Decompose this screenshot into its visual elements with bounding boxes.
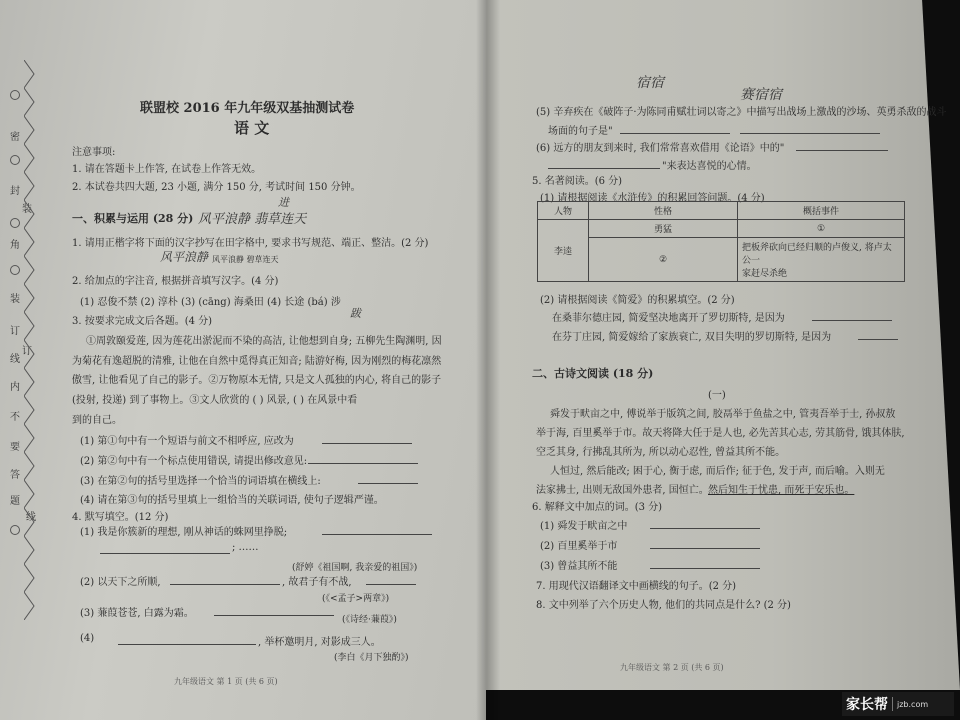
question-item: (1) 舜发于畎亩之中: [540, 521, 628, 532]
question-continued: , 故君子有不战,: [282, 577, 352, 588]
table-row: [538, 220, 905, 238]
subsection-heading: (一): [708, 390, 726, 401]
question-continued: , 举杯邀明月, 对影成三人。: [258, 637, 381, 648]
handwritten-note: 宿宿: [636, 75, 664, 91]
binding-hole-icon: [10, 90, 20, 100]
question-continued: 在芬丁庄园, 简爱嫁给了家族衰亡, 双目失明的罗切斯特, 是因为: [552, 332, 832, 343]
passage-line: 法家拂士, 出则无敌国外患者, 国恒亡。: [536, 485, 709, 496]
page-fold: [476, 0, 500, 720]
passage-line: 人恒过, 然后能改; 困于心, 衡于虑, 而后作; 征于色, 发于声, 而后喻。入则无: [550, 466, 885, 477]
table-cell[interactable]: ①: [738, 220, 905, 238]
watermark-divider: [892, 697, 893, 711]
handwritten-answer: 风平浪静: [160, 250, 209, 264]
answer-blank[interactable]: [858, 339, 898, 340]
notice-item: 1. 请在答题卡上作答, 在试卷上作答无效。: [72, 164, 262, 175]
binding-char: 题: [10, 496, 20, 507]
answer-blank[interactable]: [366, 584, 416, 585]
question-continued: "来表达喜悦的心情。: [662, 161, 757, 172]
question: 6. 解释文中加点的词。(3 分): [532, 502, 663, 513]
question-continued: 在桑菲尔德庄园, 简爱坚决地离开了罗切斯特, 是因为: [552, 313, 785, 324]
passage-line: 舜发于畎亩之中, 傅说举于版筑之间, 胶鬲举于鱼盐之中, 管夷吾举于士, 孙叔敖: [550, 409, 896, 420]
table-header: 性格: [589, 202, 738, 220]
sample-characters: 风平浪静 碧草连天: [212, 255, 279, 264]
binding-char: 装: [10, 294, 20, 305]
answer-blank[interactable]: [812, 320, 892, 321]
answer-blank[interactable]: [322, 534, 432, 535]
passage-line: 为菊花有逸超脱的清雅, 让他在自然中觅得真正知音; 陆游好梅, 因为刚烈的梅花凛然: [72, 356, 442, 367]
question: (3) 蒹葭苍苍, 白露为霜。: [80, 608, 194, 619]
section-heading: 一、积累与运用 (28 分): [72, 212, 194, 225]
passage-line: 傲雪, 让他看见了自己的影子。②万物原本无情, 只是文人孤独的内心, 将自己的影子: [72, 375, 442, 386]
answer-blank[interactable]: [650, 528, 760, 529]
question-item: (2) 百里奚举于市: [540, 541, 618, 552]
table-header-row: [538, 202, 905, 220]
answer-blank[interactable]: [214, 615, 334, 616]
binding-hole-icon: [10, 218, 20, 228]
binding-char: 装: [22, 204, 32, 215]
answer-blank[interactable]: [100, 553, 230, 554]
answer-blank[interactable]: [740, 133, 880, 134]
question: (3) 在第②句的括号里选择一个恰当的词语填在横线上:: [80, 476, 321, 487]
watermark-url: jzb.com: [897, 699, 929, 709]
page-footer: 九年级语文 第 1 页 (共 6 页): [174, 677, 278, 686]
question: (5) 辛弃疾在《破阵子·为陈同甫赋壮词以寄之》中描写出战场上激战的沙场、英勇杀敌的战斗: [536, 107, 947, 118]
event-line: 把板斧砍向已经归顺的卢俊义, 将卢太公一: [742, 243, 892, 266]
notice-item: 2. 本试卷共四大题, 23 小题, 满分 150 分, 考试时间 150 分钟。: [72, 182, 361, 193]
binding-char: 封: [10, 186, 20, 197]
answer-blank[interactable]: [170, 584, 280, 585]
table-cell: 勇猛: [589, 220, 738, 238]
section-heading: 二、古诗文阅读 (18 分): [532, 367, 654, 380]
notice-heading: 注意事项:: [72, 147, 116, 158]
source-citation: (《诗经·蒹葭》): [342, 615, 397, 625]
source-citation: (舒婷《祖国啊, 我亲爱的祖国》): [292, 563, 418, 573]
passage-line: 到的自己。: [72, 415, 122, 426]
question-continued: 场面的句子是": [548, 126, 613, 137]
event-line: 家赶尽杀绝: [742, 269, 788, 279]
answer-blank[interactable]: [358, 483, 418, 484]
perforation-zigzag: [24, 60, 40, 620]
passage-line: 空乏其身, 行拂乱其所为, 所以动心忍性, 曾益其所不能。: [536, 447, 786, 458]
answer-blank[interactable]: [118, 644, 256, 645]
question: (1) 我是你簇新的理想, 刚从神话的蛛网里挣脱;: [80, 527, 288, 538]
question: (1) 请根据阅读《水浒传》的积累回答问题。(4 分): [540, 193, 765, 204]
binding-char: 要: [10, 442, 20, 453]
answer-blank[interactable]: [308, 463, 418, 464]
exam-subject: 语 文: [234, 119, 270, 137]
answer-blank[interactable]: [548, 168, 660, 169]
answer-blank[interactable]: [322, 443, 412, 444]
question: 1. 请用正楷字将下面的汉字抄写在田字格中, 要求书写规范、端正、整洁。(2 分): [72, 238, 429, 249]
passage-line: ①周敦颐爱莲, 因为莲花出淤泥而不染的高洁, 让他想到自身; 五柳先生陶渊明, 因: [86, 336, 442, 347]
exam-title: 联盟校 2016 年九年级双基抽测试卷: [140, 101, 355, 116]
binding-char: 不: [10, 412, 20, 423]
handwritten-note: 赛宿宿: [740, 87, 782, 103]
question: 3. 按要求完成文后各题。(4 分): [72, 316, 213, 327]
passage-line: 举于海, 百里奚举于市。故天将降大任于是人也, 必先苦其心志, 劳其筋骨, 饿其体肤,: [536, 428, 905, 439]
binding-hole-icon: [10, 525, 20, 535]
binding-hole-icon: [10, 265, 20, 275]
source-citation: (李白《月下独酌》): [334, 653, 409, 663]
binding-char: 订: [10, 326, 20, 337]
answer-blank[interactable]: [650, 568, 760, 569]
watermark-logo: 家长帮: [846, 697, 888, 713]
underlined-sentence: 然后知生于忧患, 而死于安乐也。: [708, 485, 855, 496]
binding-char: 密: [10, 132, 20, 143]
binding-char: 线: [26, 512, 36, 523]
answer-blank[interactable]: [620, 133, 730, 134]
binding-char: 内: [10, 382, 20, 393]
binding-char: 角: [10, 240, 20, 251]
binding-char: 订: [22, 346, 32, 357]
question: (4) 请在第③句的括号里填上一组恰当的关联词语, 使句子逻辑严谨。: [80, 495, 384, 506]
question: (2) 请根据阅读《简爱》的积累填空。(2 分): [540, 295, 735, 306]
question: (2) 以天下之所顺,: [80, 577, 161, 588]
character-table: [537, 201, 905, 282]
table-header: 概括事件: [738, 202, 905, 220]
source-citation: (《<孟子>两章》): [322, 594, 390, 604]
table-header: 人物: [538, 202, 589, 220]
question: (2) 第②句中有一个标点使用错误, 请提出修改意见:: [80, 456, 308, 467]
question: (4): [80, 633, 95, 644]
question: 4. 默写填空。(12 分): [72, 512, 169, 523]
blank-suffix: ; ……: [232, 542, 259, 553]
question: 2. 给加点的字注音, 根据拼音填写汉字。(4 分): [72, 276, 279, 287]
handwritten-answer: 风平浪静 翡草连天: [198, 212, 307, 227]
table-cell[interactable]: ②: [589, 238, 738, 282]
question: 8. 文中列举了六个历史人物, 他们的共同点是什么? (2 分): [536, 600, 791, 611]
question: 5. 名著阅读。(6 分): [532, 176, 623, 187]
binding-char: 线: [10, 354, 20, 365]
question-items: (1) 忍俊不禁 (2) 淳朴 (3) (cāng) 海桑田 (4) 长途 (bá) 涉: [80, 297, 341, 308]
binding-hole-icon: [10, 155, 20, 165]
question-item: (3) 曾益其所不能: [540, 561, 618, 572]
binding-char: 答: [10, 470, 20, 481]
answer-blank[interactable]: [796, 150, 888, 151]
question: (6) 远方的朋友到来时, 我们常常喜欢借用《论语》中的": [536, 143, 785, 154]
table-cell: 李逵: [538, 220, 589, 282]
table-cell: [738, 238, 905, 282]
question: 7. 用现代汉语翻译文中画横线的句子。(2 分): [536, 581, 737, 592]
handwritten-answer: 跋: [350, 307, 361, 320]
handwritten-note: 进: [278, 196, 289, 209]
passage-line: (投射, 投递) 到了事物上。③文人欣赏的 ( ) 风景, ( ) 在风景中看: [72, 395, 358, 406]
answer-blank[interactable]: [650, 548, 760, 549]
page-footer: 九年级语文 第 2 页 (共 6 页): [620, 663, 724, 672]
site-watermark: [842, 692, 954, 716]
question: (1) 第①句中有一个短语与前文不相呼应, 应改为: [80, 436, 294, 447]
table-row: [538, 238, 905, 282]
